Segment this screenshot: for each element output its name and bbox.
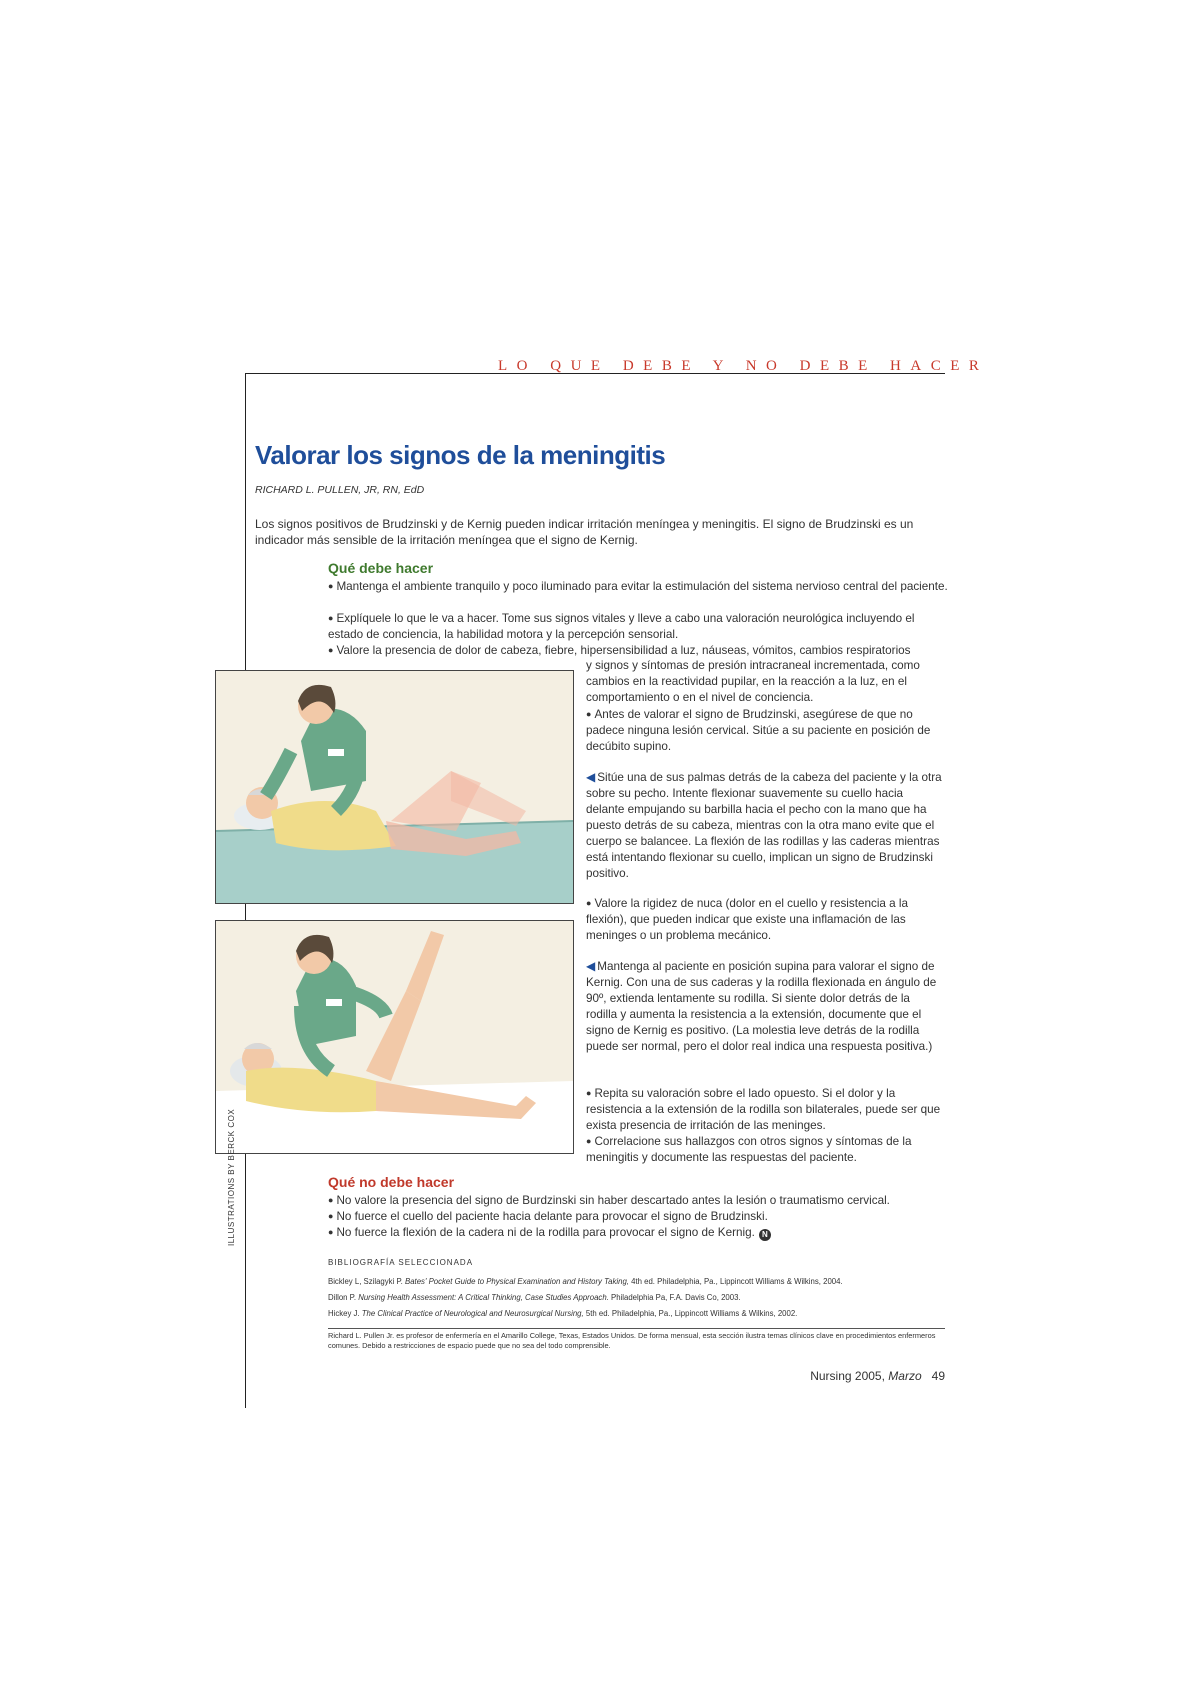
dont-item: ● No valore la presencia del signo de Burdzinski sin haber descartado antes la lesión o traumatismo cervical.: [328, 1192, 948, 1209]
reference-item: Dillon P. Nursing Health Assessment: A Critical Thinking, Case Studies Approach. Philadelphia Pa, F.A. Davis Co, 2003.: [328, 1293, 741, 1302]
article-title: Valorar los signos de la meningitis: [255, 440, 666, 470]
do-item: ● Antes de valorar el signo de Brudzinski, asegúrese de que no padece ninguna lesión cervical. Sitúe a su paciente en posición de decúbito supino.: [586, 706, 944, 755]
article-author: RICHARD L. PULLEN, JR, RN, EdD: [255, 484, 425, 496]
kernig-illustration: [215, 920, 574, 1154]
bio-rule: [328, 1328, 945, 1329]
page-footer: [800, 1369, 945, 1383]
kernig-drawing: [216, 921, 573, 1153]
reference-item: Hickey J. The Clinical Practice of Neurological and Neurosurgical Nursing, 5th ed. Philadelphia, Pa., Lippincott Williams & Wilkins, 2002.: [328, 1309, 798, 1318]
dont-item: ● No fuerce el cuello del paciente hacia delante para provocar el signo de Brudzinski.: [328, 1208, 948, 1225]
bibliography-title: BIBLIOGRAFÍA SELECCIONADA: [328, 1258, 474, 1267]
dont-heading: Qué no debe hacer: [328, 1174, 455, 1190]
page-number: 49: [931, 1369, 945, 1383]
end-mark-icon: N: [759, 1229, 771, 1241]
do-item: ● Repita su valoración sobre el lado opuesto. Si el dolor y la resistencia a la extensión de la rodilla son bilaterales, puede ser que exista presencia de irritación de las meninges.: [586, 1085, 944, 1134]
author-bio: Richard L. Pullen Jr. es profesor de enfermería en el Amarillo College, Texas, Estados Unidos. De forma mensual, esta sección ilustra temas clínicos clave en procedimientos enfermeros comunes. Debido a restricciones de espacio puede que no sea del todo comprensible.: [328, 1331, 936, 1350]
dont-item-last: ● No fuerce la flexión de la cadera ni de la rodilla para provocar el signo de Kernig. N: [328, 1224, 948, 1241]
do-item: ● Explíquele lo que le va a hacer. Tome sus signos vitales y lleve a cabo una valoración neurológica incluyendo el estado de conciencia, la habilidad motora y la percepción sensorial.: [328, 610, 948, 643]
do-item-continued: y signos y síntomas de presión intracraneal incrementada, como cambios en la reactividad pupilar, en la reacción a la luz, en el comportamiento o en el nivel de conciencia.: [586, 659, 920, 704]
pointer-arrow-icon: ◀: [586, 770, 596, 784]
do-item: ● Valore la presencia de dolor de cabeza, fiebre, hipersensibilidad a luz, náuseas, vómitos, cambios respiratorios: [328, 642, 948, 659]
do-item: ● Correlacione sus hallazgos con otros signos y síntomas de la meningitis y documente las respuestas del paciente.: [586, 1133, 944, 1166]
journal-month: Marzo: [888, 1369, 922, 1383]
article-intro: Los signos positivos de Brudzinski y de Kernig pueden indicar irritación meníngea y meningitis. El signo de Brudzinski es un indicador más sensible de la irritación meníngea que el signo de Kernig.: [255, 517, 914, 547]
illustration-credit: ILLUSTRATIONS BY BERCK COX: [227, 1108, 236, 1246]
section-header: LO QUE DEBE Y NO DEBE HACER: [498, 358, 989, 374]
do-item: ● Valore la rigidez de nuca (dolor en el cuello y resistencia a la flexión), que pueden indicar que existe una inflamación de las meninges o un problema mecánico.: [586, 895, 944, 944]
do-item: ● Mantenga el ambiente tranquilo y poco iluminado para evitar la estimulación del sistema nervioso central del paciente.: [328, 578, 948, 595]
brudzinski-illustration: [215, 670, 574, 904]
journal-name: Nursing 2005,: [810, 1369, 885, 1383]
do-heading: Qué debe hacer: [328, 560, 434, 576]
do-item-brudzinski: ◀ Sitúe una de sus palmas detrás de la cabeza del paciente y la otra sobre su pecho. Intente flexionar suavemente su cuello hacia delante empujando su barbilla hacia el pecho con la mano que ha puesto detrás de su cabeza, mientras con la otra mano evite que el cuerpo se balancee. La flexión de las rodillas y las caderas mientras está intentando flexionar su cuello, implican un signo de Brudzinski positivo.: [586, 770, 942, 880]
reference-item: Bickley L, Szilagyki P. Bates' Pocket Guide to Physical Examination and History Taking, 4th ed. Philadelphia, Pa., Lippincott Williams & Wilkins, 2004.: [328, 1277, 843, 1286]
do-item-kernig: ◀ Mantenga al paciente en posición supina para valorar el signo de Kernig. Con una de sus caderas y la rodilla flexionada en ángulo de 90º, extienda lentamente su rodilla. Si siente dolor detrás de la rodilla y aumenta la resistencia a la extensión, documente que el signo de Kernig es positivo. (La molestia leve detrás de la rodilla puede ser normal, pero el dolor real indica una respuesta positiva.): [586, 959, 937, 1053]
pointer-arrow-icon: ◀: [586, 959, 596, 973]
brudzinski-drawing: [216, 671, 573, 903]
